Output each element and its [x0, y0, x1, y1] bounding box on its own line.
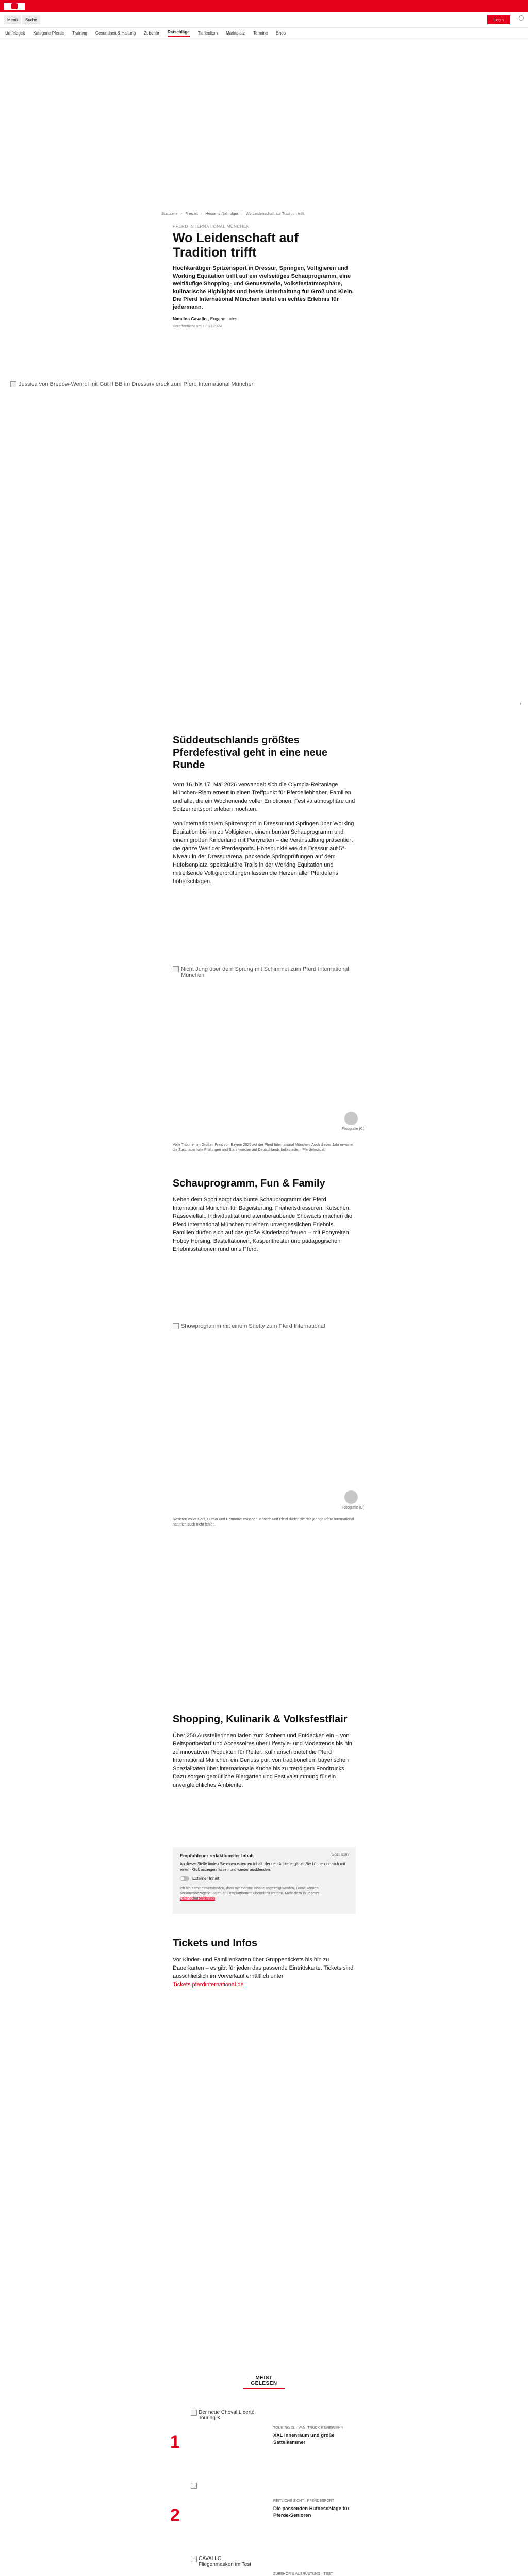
section-4-paragraph-1: [173, 1956, 356, 1989]
section-1: [173, 734, 356, 892]
most-read-number: 2: [170, 2505, 180, 2525]
section-3-title: Shopping, Kulinarik & Volksfestflair: [173, 1714, 348, 1725]
nav-item[interactable]: Zubehör: [144, 31, 159, 36]
image-2-zoom-icon[interactable]: [344, 1112, 358, 1125]
hero-image-alt: Jessica von Bredow-Werndl mit Gut II BB im Dressurviereck zum Pferd International München: [19, 381, 255, 387]
broken-image-icon: [173, 1323, 179, 1329]
top-red-bar: [0, 0, 528, 12]
toggle-label: Externer Inhalt: [192, 1876, 220, 1881]
most-read-image: [191, 2410, 258, 2421]
breadcrumb-separator: ›: [201, 211, 203, 216]
most-read-category: ZUBEHÖR & AUSRÜSTUNG · TEST: [273, 2572, 333, 2576]
most-read-category: TOURING XL · VAN, TRUCK REVIEW: [273, 2426, 335, 2430]
image-3-credit: Fotografie (C): [342, 1506, 365, 1510]
image-2-credit: Fotografie (C): [342, 1127, 365, 1131]
broken-image-icon: [191, 2483, 197, 2489]
external-content-embed: [173, 1847, 356, 1914]
most-read-number: 1: [170, 2432, 180, 2452]
image-3-caption: Rosieten voller Herz, Humor und Harmonie zwischen Mensch und Pferd dürfen sie das jährige Pferd International natürlich auch nicht fehlen.: [173, 1518, 354, 1527]
image-2-alt: Nicht Jung über dem Sprung mit Schimmel zum Pferd International München: [181, 966, 349, 978]
most-read-item[interactable]: [170, 2483, 358, 2539]
social-icon: Sozi Icon: [332, 1852, 349, 1857]
embed-title: Empfohlener redaktioneller Inhalt: [180, 1853, 254, 1858]
nav-item[interactable]: Training: [72, 31, 87, 36]
breadcrumb-item: Wo Leidenschaft auf Tradition trifft: [245, 211, 305, 216]
hero-image: [10, 381, 255, 387]
article-image-2: [173, 966, 358, 978]
user-icon[interactable]: [519, 15, 524, 21]
image-3-alt: Showprogramm mit einem Shetty zum Pferd International: [181, 1323, 325, 1329]
nav-item[interactable]: Shop: [276, 31, 286, 36]
most-read-image: [191, 2483, 258, 2489]
most-read-item[interactable]: [170, 2410, 358, 2466]
breadcrumb-item[interactable]: Startseite: [161, 211, 178, 216]
embed-consent-note: [180, 1886, 349, 1902]
most-read-item[interactable]: [170, 2556, 358, 2576]
breadcrumb: [161, 211, 304, 216]
external-content-toggle[interactable]: [180, 1876, 349, 1881]
author-2[interactable]: Eugene Lutes: [210, 316, 238, 321]
breadcrumb-separator: ›: [241, 211, 243, 216]
article-image-3: [173, 1323, 358, 1329]
category-nav: [0, 28, 528, 39]
article-header: [173, 224, 356, 328]
most-read-image-alt: Der neue Choval Liberté Touring XL: [199, 2410, 255, 2421]
nav-item[interactable]: Umfeldgelt: [5, 31, 25, 36]
most-read-title-link[interactable]: XXL Innenraum und große Sattelkammer: [273, 2433, 335, 2445]
article-title: Wo Leidenschaft auf Tradition trifft: [173, 231, 299, 260]
nav-item[interactable]: Ratschläge: [168, 30, 190, 37]
nav-item[interactable]: Termine: [253, 31, 268, 36]
section-2-paragraph-1: Neben dem Sport sorgt das bunte Schauprogramm der Pferd International München für Begeisterung. Freiheitsdressuren, Kutschen, Rassevielfalt, Individualität und atemberaubende Showacts machen die Pferd International München zu einem unvergesslichen Erlebnis. Familien dürfen sich auf das große Kinderland freuen – mit Ponyreiten, Hobby Horsing, Basteltationen, Kasperltheater und pädagogischen Erlebnisstationen rund ums Pferd.: [173, 1197, 352, 1252]
scroll-arrow-icon[interactable]: ›: [520, 701, 521, 706]
most-read-title-link[interactable]: Die passenden Hufbeschläge für Pferde-Senioren: [273, 2506, 350, 2518]
article-lead: Hochkarätiger Spitzensport in Dressur, Springen, Voltigieren und Working Equitation trifft auf ein vielseitiges Schauprogramm, eine weitläufige Shopping- und Genussmeile, Volksfestatmosphäre, kulinarische Highlights und beste Unterhaltung für Groß und Klein. Die Pferd International München bietet ein echtes Erlebnis für jedermann.: [173, 265, 354, 310]
menu-button[interactable]: Menü: [4, 15, 21, 24]
most-read-title: MEIST GELESEN: [243, 2375, 285, 2389]
tickets-link[interactable]: Tickets.pferdinternational.de: [173, 1981, 244, 1988]
nav-item[interactable]: Marktplatz: [226, 31, 245, 36]
nav-item[interactable]: Gesundheit & Haltung: [95, 31, 136, 36]
breadcrumb-item[interactable]: Hessens Nahfolger: [205, 211, 239, 216]
privacy-link[interactable]: Datenschutzerklärung: [180, 1897, 216, 1901]
breadcrumb-item[interactable]: Freizeit: [185, 211, 198, 216]
most-read-more[interactable]: MEHR: [333, 2426, 343, 2430]
breadcrumb-separator: ›: [180, 211, 183, 216]
most-read-image-alt: CAVALLO Fliegenmasken im Test: [199, 2556, 252, 2567]
embed-description: An dieser Stelle finden Sie einen externen Inhalt, der den Artikel ergänzt. Sie können ihn sich mit einem Klick anzeigen lassen und wieder ausblenden.: [180, 1861, 345, 1872]
nav-item[interactable]: Tierlexikon: [197, 31, 218, 36]
section-1-paragraph-2: Von internationalem Spitzensport in Dressur und Springen über Working Equitation bis hin zu Voltigieren, einem bunten Schauprogramm und einem großen Kinderland mit Ponyreiten – die Veranstaltung präsentiert die ganze Welt der Pferdesports. Höhepunkte wie die Dressur auf 5*-Niveau in der Dressurarena, packende Springprüfungen auf dem Hufeisenplatz, spektakuläre Trails in der Working Equitation und mitreißende Voltigierprüfungen lassen die Herzen aller Pferdefans höherschlagen.: [173, 821, 354, 885]
header-right: [487, 15, 524, 24]
broken-image-icon: [173, 966, 179, 972]
image-2-caption: Volle Tribünen im Großen Preis von Bayern 2025 auf der Pferd International München. Auch dieses Jahr erwartet die Zuschauer tolle Prüfungen und Stars feinsten auf Deutschlands beliebtestem Pferdefestival.: [173, 1143, 354, 1152]
image-3-zoom-icon[interactable]: [344, 1490, 358, 1504]
search-button[interactable]: Suche: [22, 15, 40, 24]
author-link[interactable]: Natalina Cavallo: [173, 316, 207, 321]
section-4: [173, 1937, 356, 1995]
broken-image-icon: [191, 2556, 197, 2562]
byline: Natalina Cavallo , Eugene Lutes: [173, 316, 238, 321]
toggle-switch[interactable]: [180, 1876, 189, 1881]
most-read-category: REITLICHE SICHT · PFERDESPORT: [273, 2499, 334, 2503]
most-read-image: [191, 2556, 258, 2567]
tickets-text: Vor Kinder- und Familienkarten über Gruppentickets bis hin zu Dauerkarten – es gibt für jeden das passende Eintrittskarte. Tickets sind ausschließlich im Vorverkauf erhältlich unter: [173, 1957, 354, 1979]
section-2: [173, 1177, 356, 1260]
section-3: [173, 1713, 356, 1795]
login-button[interactable]: Login: [487, 15, 510, 24]
broken-image-icon: [10, 381, 16, 387]
section-1-title: Süddeutschlands größtes Pferdefestival geht in eine neue Runde: [173, 735, 328, 771]
article-kicker: PFERD INTERNATIONAL MÜNCHEN: [173, 224, 250, 229]
most-read-section: [170, 2375, 358, 2576]
broken-image-icon: [191, 2410, 197, 2416]
consent-text: Ich bin damit einverstanden, dass mir externe Inhalte angezeigt werden. Damit können personenbezogene Daten an Drittplattformen übermittelt werden. Mehr dazu in unserer: [180, 1887, 319, 1895]
publish-date: Veröffentlicht am 17.03.2024: [173, 324, 222, 328]
section-2-title: Schauprogramm, Fun & Family: [173, 1178, 325, 1189]
main-header: [0, 12, 528, 28]
brand-logo-mark: [11, 3, 18, 9]
nav-item[interactable]: Kategorie Pferde: [33, 31, 64, 36]
section-1-paragraph-1: Vom 16. bis 17. Mai 2026 verwandelt sich die Olympia-Reitanlage München-Riem erneut in einen Treffpunkt für Pferdeliebhaber, Familien und alle, die ein Wochenende voller Emotionen, Festivalatmosphäre und Spitzenreitsport erleben möchten.: [173, 782, 355, 812]
section-3-paragraph-1: Über 250 Ausstellerinnen laden zum Stöbern und Entdecken ein – von Reitsportbedarf und Accessoires über Lifestyle- und Modetrends bis hin zu innovativen Produkten für Reiter. Kulinarisch bietet die Pferd International München ein Genuss pur: von traditionellem bayerischen Spezialitäten über internationale Küche bis zu trendigem Foodtrucks. Dazu sorgen gemütliche Biergärten und Festivalstimmung für ein unvergleichliches Ambiente.: [173, 1733, 352, 1788]
section-4-title: Tickets und Infos: [173, 1938, 258, 1949]
